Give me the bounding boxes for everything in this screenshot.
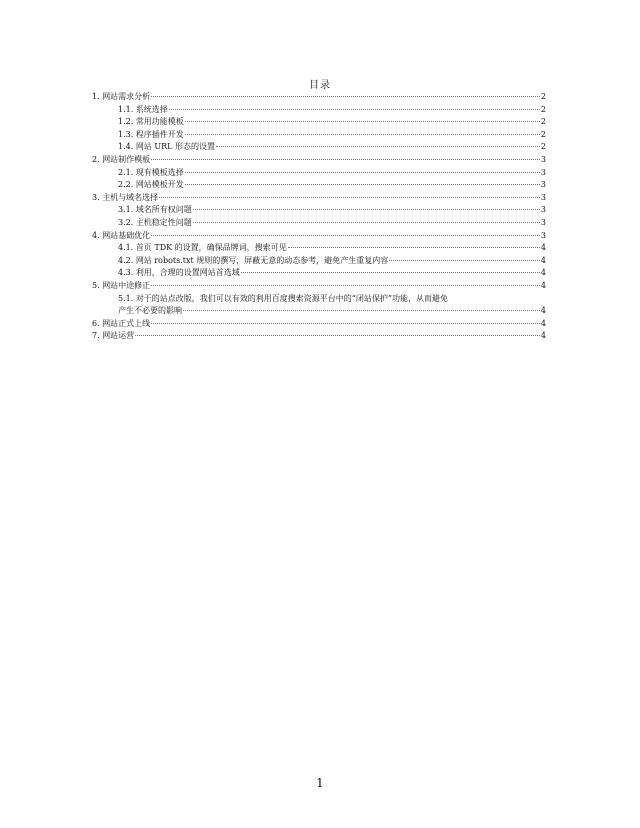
dot-leader xyxy=(288,247,540,248)
toc-page-number: 4 xyxy=(540,280,546,290)
toc-page-number: 4 xyxy=(540,331,546,341)
toc-page-number: 3 xyxy=(540,217,546,227)
dot-leader xyxy=(151,323,540,324)
dot-leader xyxy=(216,146,540,147)
toc-page-number: 3 xyxy=(540,167,546,177)
dot-leader xyxy=(185,134,540,135)
toc-entry-2[interactable]: 2. 网站制作模板 3 xyxy=(92,154,546,167)
dot-leader xyxy=(135,335,540,336)
toc-entry-6[interactable]: 6. 网站正式上线 4 xyxy=(92,318,546,331)
toc-entry-4-3[interactable]: 4.3. 利用，合理的设置网站首选域 4 xyxy=(92,267,546,280)
toc-page-number: 2 xyxy=(540,117,546,127)
toc-entry-1-2[interactable]: 1.2. 常用功能模板 2 xyxy=(92,116,546,129)
toc-page-number: 2 xyxy=(540,142,546,152)
toc-entry-1-1[interactable]: 1.1. 系统选择 2 xyxy=(92,104,546,117)
dot-leader xyxy=(151,159,540,160)
dot-leader xyxy=(151,285,540,286)
toc-page-number: 4 xyxy=(540,268,546,278)
toc-page-number: 3 xyxy=(540,154,546,164)
toc-entry-3-1[interactable]: 3.1. 域名所有权问题 3 xyxy=(92,204,546,217)
toc-entry-5[interactable]: 5. 网站中途修正 4 xyxy=(92,280,546,293)
toc-page-number: 2 xyxy=(540,129,546,139)
dot-leader xyxy=(151,96,540,97)
toc-entry-5-1[interactable]: 5.1. 对于的站点改版，我们可以有效的利用百度搜索资源平台中的“闭站保护”功能，从而避免 产生不必要的影响 4 xyxy=(92,293,546,318)
toc-page-number: 4 xyxy=(540,255,546,265)
page-number: 1 xyxy=(316,776,324,790)
toc-page-number: 3 xyxy=(540,192,546,202)
toc-entry-4-1[interactable]: 4.1. 首页 TDK 的设置，确保品牌词，搜索可见 4 xyxy=(92,242,546,255)
toc-entry-2-2[interactable]: 2.2. 网站模板开发 3 xyxy=(92,179,546,192)
dot-leader xyxy=(151,235,540,236)
dot-leader xyxy=(169,109,540,110)
toc-page-number: 2 xyxy=(540,92,546,101)
dot-leader xyxy=(185,184,540,185)
dot-leader xyxy=(241,272,540,273)
dot-leader xyxy=(193,209,540,210)
toc-page-number: 4 xyxy=(540,306,546,316)
toc-page-number: 3 xyxy=(540,180,546,190)
toc-entry-1-3[interactable]: 1.3. 程序插件开发 2 xyxy=(92,129,546,142)
toc-entry-1[interactable]: 1. 网站需求分析 2 xyxy=(92,91,546,104)
toc-page-number: 3 xyxy=(540,230,546,240)
toc-page-number: 3 xyxy=(540,205,546,215)
table-of-contents xyxy=(92,91,546,343)
toc-entry-1-4[interactable]: 1.4. 网站 URL 形态的设置 2 xyxy=(92,141,546,154)
toc-entry-3-2[interactable]: 3.2. 主机稳定性问题 3 xyxy=(92,217,546,230)
toc-entry-4[interactable]: 4. 网站基础优化 3 xyxy=(92,230,546,243)
toc-entry-7[interactable]: 7. 网站运营 4 xyxy=(92,330,546,343)
toc-page-number: 2 xyxy=(540,104,546,114)
dot-leader xyxy=(185,172,540,173)
toc-title: 目录 xyxy=(309,80,331,91)
dot-leader xyxy=(183,310,540,311)
dot-leader xyxy=(389,260,540,261)
dot-leader xyxy=(193,222,540,223)
dot-leader xyxy=(185,121,540,122)
dot-leader xyxy=(159,197,540,198)
toc-page-number: 4 xyxy=(540,243,546,253)
toc-entry-4-2[interactable]: 4.2. 网站 robots.txt 规则的撰写，屏蔽无意的动态参考，避免产生重复内容 4 xyxy=(92,255,546,268)
toc-entry-3[interactable]: 3. 主机与域名选择 3 xyxy=(92,192,546,205)
toc-page-number: 4 xyxy=(540,318,546,328)
toc-entry-2-1[interactable]: 2.1. 现有模板选择 3 xyxy=(92,167,546,180)
